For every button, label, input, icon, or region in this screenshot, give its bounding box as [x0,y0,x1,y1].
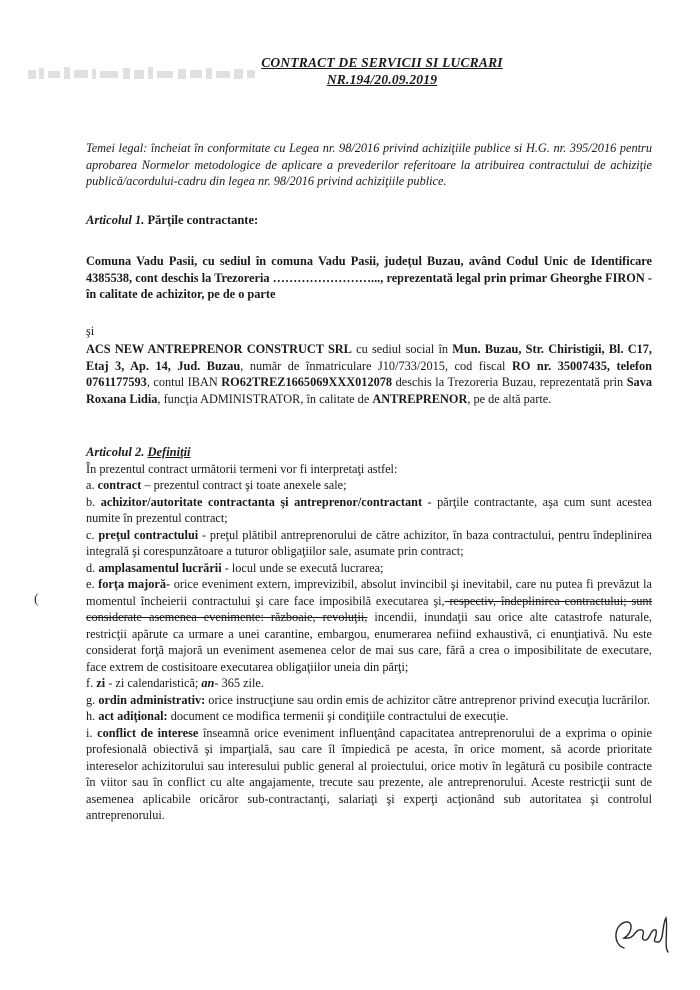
definition-a [86,477,652,494]
definition-d-label: d. [86,560,96,575]
definition-e-term: forţa majoră- [98,577,171,591]
definition-e-label: e. [86,577,95,591]
definition-c [86,527,652,560]
party1-paragraph: Comuna Vadu Pasii, cu sediul în comuna Vadu Pasii, judeţul Buzau, având Codul Unic de Identificare 4385538, cont deschis la Trezoreria ……………………..., reprezentată legal prin primar Gheorghe FIRON - în calitate de achizitor, pe de o parte [86,254,652,301]
party2-paragraph [86,341,652,407]
definition-f-term1: zi [96,676,106,690]
definition-d [86,560,652,577]
definition-h-text: document ce modifica termenii şi condiţiile contractului de execuţie. [167,709,509,723]
definition-g-term: ordin administrativ: [98,692,206,707]
party2-name: ACS NEW ANTREPRENOR CONSTRUCT SRL [86,342,352,356]
signature-icon [606,908,678,960]
definition-e-text1: orice eveniment extern, imprevizibil, absolut invincibil şi inevitabil, care nu putea fi prevăzut la momentul încheierii contractului şi care face imposibilă executarea şi, [86,577,653,608]
definition-a-label: a. [86,478,95,492]
party2-representative: Sava Roxana Lidia [86,375,652,406]
definition-f-text1: - zi calendaristică; [105,676,202,690]
definition-e-struck-text: respectiv, îndeplinirea contractului; sunt considerate asemenea evenimente: războaie, revoluţii, [86,593,652,624]
contract-title-block [232,54,532,88]
party2-fiscal: RO nr. 35007435, telefon 0761177593 [86,358,652,389]
definition-g [86,692,652,709]
definition-f-label: f. [86,676,94,690]
party2-role: ANTREPRENOR [372,391,468,406]
article2-section [86,444,652,824]
definition-f-text2: - 365 zile. [214,676,264,690]
definition-g-text: orice instrucţiune sau ordin emis de achizitor către antreprenor privind execuţia lucrărilor. [205,692,651,707]
contract-number: NR.194/20.09.2019 [326,72,438,87]
party2-iban: RO62TREZ1665069XXX012078 [221,375,393,389]
conjunction: şi [86,324,95,338]
party2-text-f: , pe de altă parte. [467,391,552,406]
definition-a-text: – prezentul contract şi toate anexele sale; [141,478,347,492]
article2-title: Definiţii [147,445,191,459]
definition-d-term: amplasamentul lucrării [98,560,222,575]
party2-address: Mun. Buzau, Str. Chiristigii, Bl. C17, Etaj 3, Ap. 14, Jud. Buzau [86,342,653,373]
definition-c-label: c. [86,527,95,542]
party2-text-c: , contul IBAN [146,375,222,389]
definition-i-label: i. [86,725,93,740]
definition-f-term2: an [201,676,215,690]
article2-heading [86,444,652,461]
article1-title: Părţile contractante: [147,213,259,227]
legal-basis: Temei legal: încheiat în conformitate cu Legea nr. 98/2016 privind achiziţiile publice si H.G. nr. 395/2016 pentru aprobarea Normelor metodologice de aplicare a prevederilor referitoare la atribuirea contractului de achiziţie publică/acordului-cadru din legea nr. 98/2016 privind achiziţiile publice. [86,141,652,188]
party2-text-d: deschis la Trezoreria Buzau, reprezentată prin [392,375,627,389]
article2-intro: În prezentul contract următorii termeni vor fi interpretaţi astfel: [86,461,398,476]
definition-i-term: conflict de interese [97,725,199,740]
definition-d-text: - locul unde se execută lucrarea; [221,560,384,575]
definition-f [86,675,652,692]
definition-a-term: contract [97,478,142,492]
article2-number: Articolul 2. [86,445,145,459]
margin-mark: ( [34,592,39,607]
definition-c-text: - preţul plătibil antreprenorului de către achizitor, în baza contractului, pentru îndeplinirea integrală şi corespunzătoare a tuturor obligaţiilor sale, asumate prin contract; [86,527,652,558]
definition-h [86,708,652,725]
article1-heading [86,212,652,229]
faded-header-stamp-icon [28,64,258,82]
definition-c-term: preţul contractului [98,527,199,542]
party2-text-e: , funcţia ADMINISTRATOR, în calitate de [157,391,373,406]
definition-b-term: achizitor/autoritate contractanta şi antreprenor/contractant [100,494,423,509]
definition-b [86,494,652,527]
definition-i-text: înseamnă orice eveniment influenţând capacitatea antreprenorului de a exprima o opinie profesională obiectivă şi imparţială, sau care îl împiedică pe acesta, în orice moment, să acorde prioritate intereselor achizitorului sau interesului public general al proiectului, orice motiv în legătură cu posibile contracte în viitor sau în conflict cu alte angajamente, trecute sau prezente, ale antreprenorului. Aceste restricţii sunt de asemenea aplicabile oricăror sub-contractanţi, salariaţi şi experţi acţionând sub autoritatea şi controlul antreprenorului. [86,725,652,822]
definition-b-text: - părţile contractante, aşa cum sunt acestea numite în prezentul contract; [86,494,652,525]
definition-g-label: g. [86,692,96,707]
definition-h-label: h. [86,709,96,723]
party2-text-a: cu sediul social în [351,342,453,356]
definition-h-term: act adiţional: [98,709,168,723]
definition-i [86,725,652,824]
article1-number: Articolul 1. [86,213,145,227]
definition-b-label: b. [86,494,96,509]
contract-title: CONTRACT DE SERVICII SI LUCRARI [261,55,503,70]
definition-e [86,576,652,675]
party2-text-b: , număr de înmatriculare J10/733/2015, cod fiscal [240,358,512,373]
definition-e-text2: incendii, inundaţii sau orice alte catastrofe naturale, restricţii apărute ca urmare a unei carantine, embargou, enumerarea nefiind exhaustivă, ci enunţiativă. Nu este considerat forţă majoră un eveniment asemenea celor de mai sus care, fără a crea o imposibilitate de executare, face extrem de costisitoare executarea obligaţiilor uneia din părţi; [86,610,652,674]
